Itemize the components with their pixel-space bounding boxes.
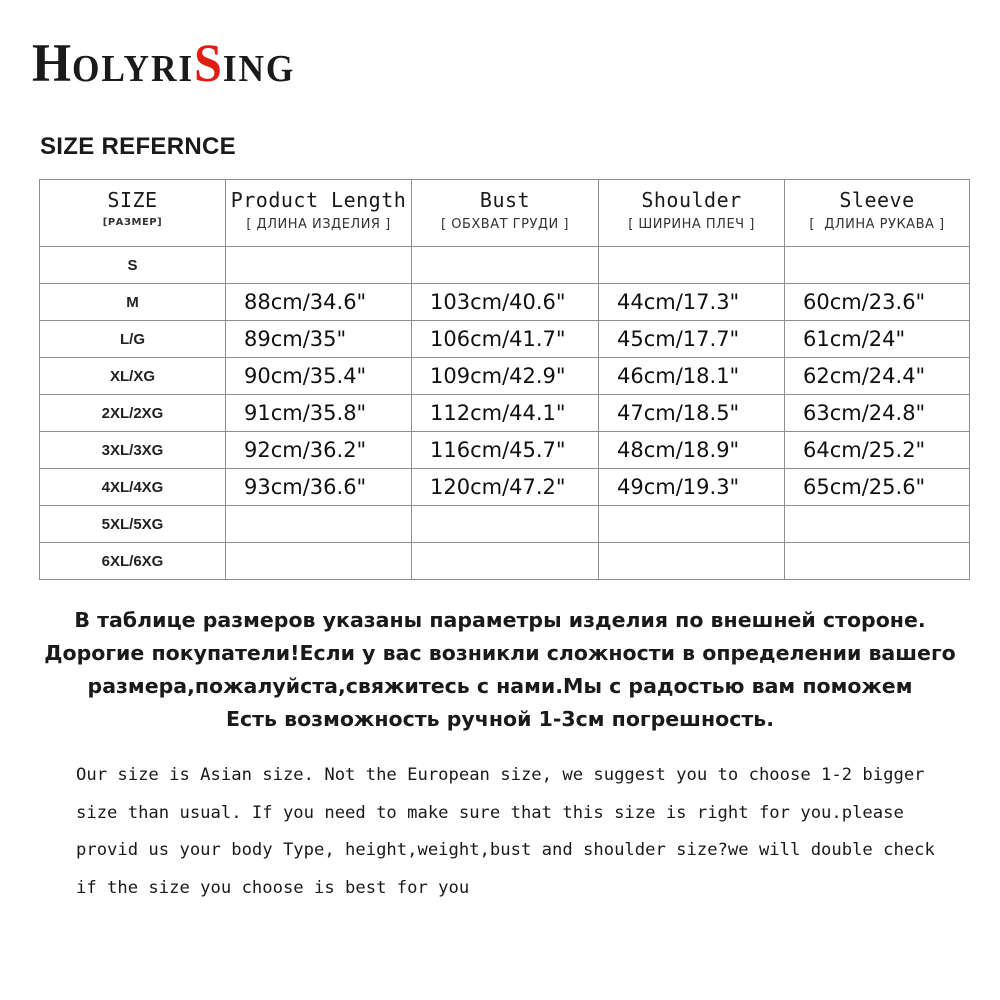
section-title: SIZE REFERNCE	[40, 133, 236, 160]
header-sleeve	[785, 180, 970, 247]
brand-logo: HOLYRISING	[32, 33, 296, 93]
product-length-cell: 91cm/35.8"	[226, 395, 412, 432]
russian-note-line: Есть возможность ручной 1-3см погрешность.	[225, 707, 774, 731]
header-product-length-label: Product Length	[230, 188, 407, 212]
bust-cell: 103cm/40.6"	[412, 284, 599, 321]
header-shoulder	[599, 180, 785, 247]
russian-note-line: Дорогие покупатели!Если у вас возникли сложности в определении вашего	[44, 641, 956, 665]
bust-cell: 106cm/41.7"	[412, 321, 599, 358]
size-label-cell: XL/XG	[40, 358, 226, 395]
header-product-length-label-ru: [ ДЛИНА ИЗДЕЛИЯ ]	[246, 217, 391, 232]
shoulder-cell: 49cm/19.3"	[599, 469, 785, 506]
size-table-body	[40, 247, 970, 580]
product-length-cell: 93cm/36.6"	[226, 469, 412, 506]
size-label-cell: 2XL/2XG	[40, 395, 226, 432]
table-row	[40, 469, 970, 506]
product-length-cell: 88cm/34.6"	[226, 284, 412, 321]
bust-cell	[412, 247, 599, 284]
header-shoulder-label: Shoulder	[641, 188, 742, 212]
table-row	[40, 247, 970, 284]
table-row	[40, 395, 970, 432]
size-label-cell: M	[40, 284, 226, 321]
sleeve-cell: 60cm/23.6"	[785, 284, 970, 321]
header-bust	[412, 180, 599, 247]
shoulder-cell: 48cm/18.9"	[599, 432, 785, 469]
size-label-cell: 4XL/4XG	[40, 469, 226, 506]
english-note-line: provid us your body Type, height,weight,bust and shoulder size?we will double check	[76, 840, 935, 860]
shoulder-cell	[599, 543, 785, 580]
header-size	[40, 180, 226, 247]
russian-note-line: В таблице размеров указаны параметры изделия по внешней стороне.	[74, 608, 926, 632]
sleeve-cell: 61cm/24"	[785, 321, 970, 358]
sleeve-cell	[785, 543, 970, 580]
sleeve-cell: 63cm/24.8"	[785, 395, 970, 432]
table-row	[40, 432, 970, 469]
table-row	[40, 506, 970, 543]
shoulder-cell: 46cm/18.1"	[599, 358, 785, 395]
sleeve-cell	[785, 506, 970, 543]
size-label-cell: 5XL/5XG	[40, 506, 226, 543]
table-row	[40, 284, 970, 321]
english-note-line: Our size is Asian size. Not the European size, we suggest you to choose 1-2 bigger	[76, 765, 925, 785]
header-bust-label: Bust	[479, 188, 531, 212]
size-chart-table	[39, 179, 970, 580]
table-row	[40, 358, 970, 395]
bust-cell: 120cm/47.2"	[412, 469, 599, 506]
table-row	[40, 543, 970, 580]
product-length-cell	[226, 543, 412, 580]
header-size-label-ru: [РАЗМЕР]	[102, 217, 163, 228]
size-label-cell: L/G	[40, 321, 226, 358]
shoulder-cell	[599, 506, 785, 543]
bust-cell: 116cm/45.7"	[412, 432, 599, 469]
english-note-line: if the size you choose is best for you	[76, 877, 470, 898]
header-size-label: SIZE	[107, 188, 158, 212]
header-sleeve-label-ru: [ ДЛИНА РУКАВА ]	[809, 217, 945, 232]
product-length-cell	[226, 506, 412, 543]
russian-note-line: размера,пожалуйста,свяжитесь с нами.Мы с радостью вам поможем	[87, 674, 913, 698]
bust-cell	[412, 506, 599, 543]
shoulder-cell: 47cm/18.5"	[599, 395, 785, 432]
shoulder-cell	[599, 247, 785, 284]
size-label-cell: 6XL/6XG	[40, 543, 226, 580]
header-bust-label-ru: [ ОБХВАТ ГРУДИ ]	[441, 217, 569, 232]
header-shoulder-label-ru: [ ШИРИНА ПЛЕЧ ]	[628, 217, 755, 232]
bust-cell: 109cm/42.9"	[412, 358, 599, 395]
english-note-line: size than usual. If you need to make sure that this size is right for you.please	[76, 802, 904, 823]
size-label-cell: 3XL/3XG	[40, 432, 226, 469]
shoulder-cell: 44cm/17.3"	[599, 284, 785, 321]
header-product-length	[226, 180, 412, 247]
size-label-cell: S	[40, 247, 226, 284]
header-sleeve-label: Sleeve	[839, 188, 915, 212]
sleeve-cell: 65cm/25.6"	[785, 469, 970, 506]
english-notes	[76, 757, 986, 907]
sleeve-cell	[785, 247, 970, 284]
product-length-cell: 92cm/36.2"	[226, 432, 412, 469]
product-length-cell: 89cm/35"	[226, 321, 412, 358]
sleeve-cell: 64cm/25.2"	[785, 432, 970, 469]
bust-cell	[412, 543, 599, 580]
product-length-cell: 90cm/35.4"	[226, 358, 412, 395]
bust-cell: 112cm/44.1"	[412, 395, 599, 432]
sleeve-cell: 62cm/24.4"	[785, 358, 970, 395]
table-header-row	[40, 180, 970, 247]
table-row	[40, 321, 970, 358]
product-length-cell	[226, 247, 412, 284]
russian-notes	[0, 604, 1000, 736]
shoulder-cell: 45cm/17.7"	[599, 321, 785, 358]
